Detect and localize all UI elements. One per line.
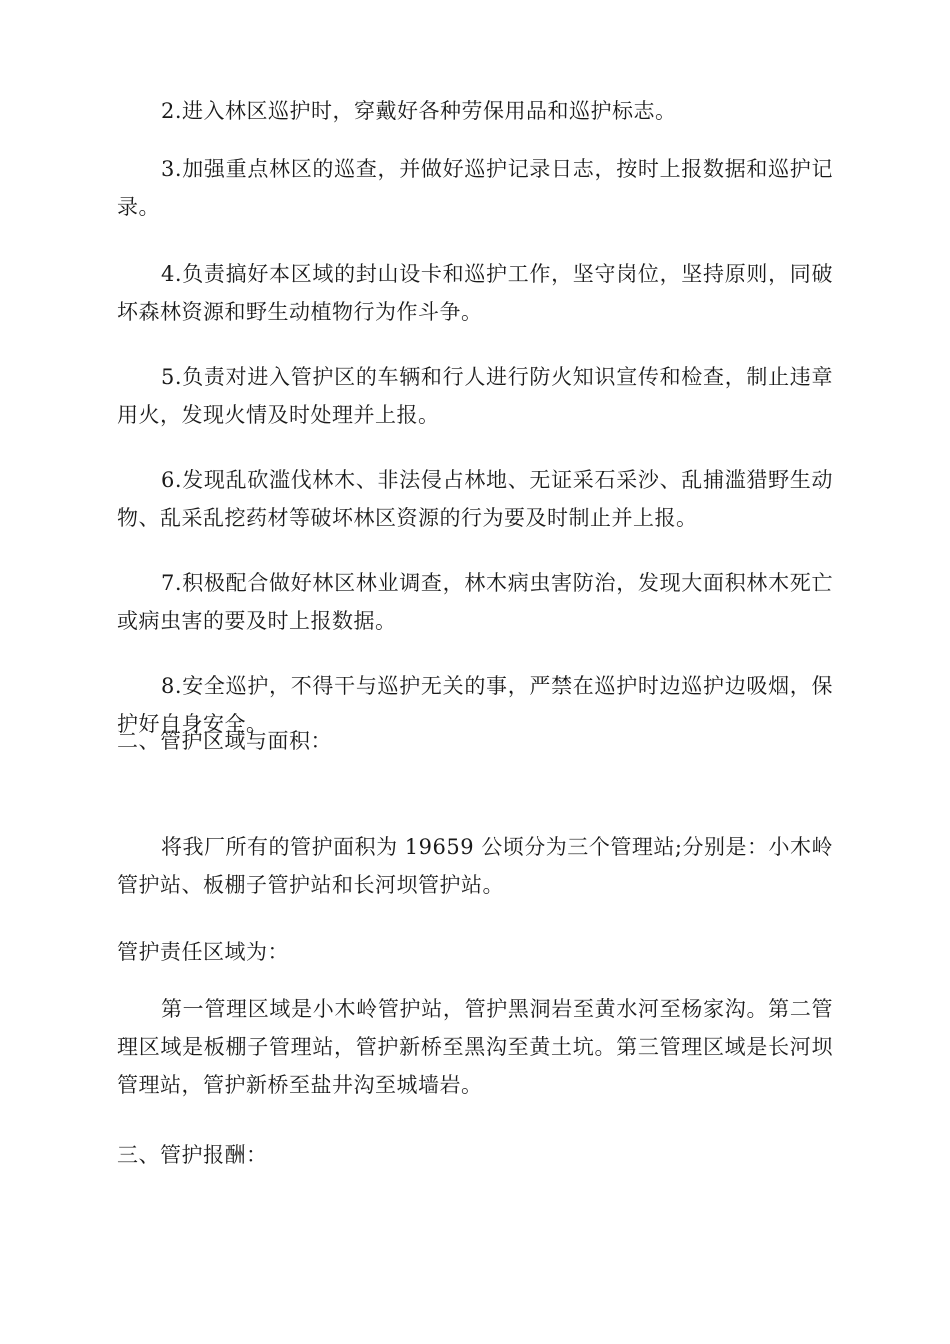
section-heading-compensation: 三、管护报酬： [117,1143,268,1167]
duty-item-5: 5.负责对进入管护区的车辆和行人进行防火知识宣传和检查，制止违章用火，发现火情及时处理并上报。 [117,365,833,427]
duty-item-6: 6.发现乱砍滥伐林木、非法侵占林地、无证采石采沙、乱捕滥猎野生动物、乱采乱挖药材等破坏林区资源的行为要及时制止并上报。 [117,468,833,530]
responsibility-description: 第一管理区域是小木岭管护站，管护黑洞岩至黄水河至杨家沟。第二管理区域是板棚子管理站，管护新桥至黑沟至黄土坑。第三管理区域是长河坝管理站，管护新桥至盐井沟至城墙岩。 [117,997,833,1097]
duty-item-4: 4.负责搞好本区域的封山设卡和巡护工作，坚守岗位，坚持原则，同破坏森林资源和野生动植物行为作斗争。 [117,262,833,324]
duty-item-3: 3.加强重点林区的巡查，并做好巡护记录日志，按时上报数据和巡护记录。 [117,157,833,219]
section-heading-area: 二、管护区域与面积： [117,729,332,753]
area-description: 将我厂所有的管护面积为 19659 公顷分为三个管理站;分别是：小木岭管护站、板棚子管护站和长河坝管护站。 [117,835,833,897]
duty-item-2: 2.进入林区巡护时，穿戴好各种劳保用品和巡护标志。 [161,99,677,123]
duty-item-8: 8.安全巡护，不得干与巡护无关的事，严禁在巡护时边巡护边吸烟，保护好自身安全。 [117,674,833,736]
responsibility-heading: 管护责任区域为： [117,940,289,964]
duty-item-7: 7.积极配合做好林区林业调查，林木病虫害防治，发现大面积林木死亡或病虫害的要及时上报数据。 [117,571,833,633]
